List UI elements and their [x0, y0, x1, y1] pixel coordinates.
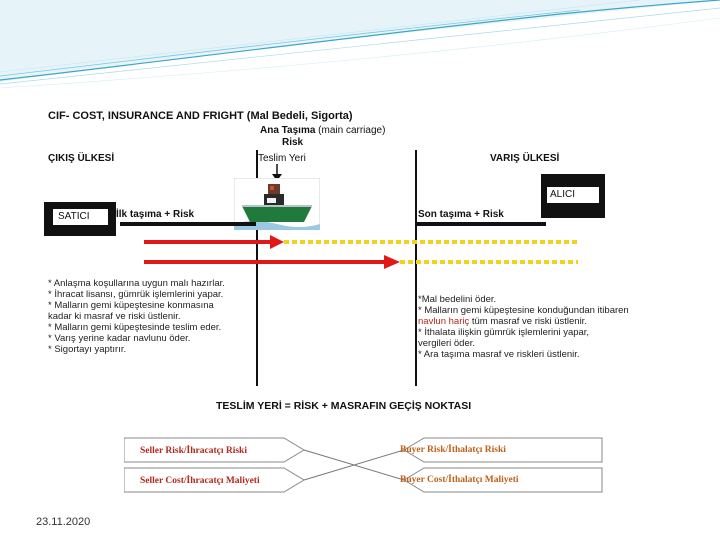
seller-duty: * Anlaşma koşullarına uygun malı hazırlar. — [48, 278, 225, 289]
seller-duty: * Sigortayı yaptırır. — [48, 344, 127, 355]
seller-risk-label: Seller Risk/İhracatçı Riski — [140, 446, 247, 456]
seller-box — [50, 206, 111, 228]
seller-duty: * Malların gemi küpeştesinde teslim eder. — [48, 322, 222, 333]
risk-arrow-head — [270, 235, 284, 249]
risk-label: Risk — [282, 137, 304, 148]
main-carriage-label: Ana Taşıma (main carriage) — [260, 125, 386, 136]
buyer-duty: * Malların gemi küpeştesine konduğundan itibaren — [418, 305, 629, 316]
cost-arrow-head — [384, 255, 400, 269]
buyer-cost-label: Buyer Cost/İthalatçı Maliyeti — [400, 475, 519, 485]
buyer-duties-list — [418, 294, 629, 360]
buyer-duty: * Ara taşıma masraf ve riskleri üstlenir. — [418, 349, 580, 360]
diagram-title: CIF- COST, INSURANCE AND FRIGHT (Mal Bedeli, Sigorta) — [48, 110, 353, 122]
seller-cost-label: Seller Cost/İhracatçı Maliyeti — [140, 476, 260, 486]
buyer-duty: vergileri öder. — [418, 338, 476, 349]
seller-duty: * Malların gemi küpeştesine konmasına — [48, 300, 214, 311]
buyer-box — [544, 184, 602, 206]
delivery-point-caption: TESLİM YERİ = RİSK + MASRAFIN GEÇİŞ NOKTASI — [216, 400, 472, 412]
last-transport-label: Son taşıma + Risk — [418, 209, 504, 220]
buyer-duty: navlun hariç tüm masraf ve riski üstlenir. — [418, 316, 587, 327]
buyer-duty: *Mal bedelini öder. — [418, 294, 497, 305]
export-country-label: ÇIKIŞ ÜLKESİ — [48, 153, 115, 164]
excluding-freight-highlight: navlun hariç — [418, 316, 470, 327]
flow-arrows — [144, 232, 584, 274]
seller-duty: * Varış yerine kadar navlunu öder. — [48, 333, 191, 344]
buyer-risk-label: Buyer Risk/İthalatçı Riski — [400, 445, 506, 455]
seller-duty: kadar ki masraf ve riski üstlenir. — [48, 311, 181, 322]
delivery-place-label: Teslim Yeri — [258, 153, 306, 164]
buyer-label: ALICI — [550, 189, 576, 200]
slide-date: 23.11.2020 — [36, 516, 91, 528]
seller-duties-list — [48, 278, 225, 355]
first-transport-label: İlk taşıma + Risk — [116, 209, 195, 220]
seller-duty: * İhracat lisansı, gümrük işlemlerini yapar. — [48, 289, 224, 300]
last-transport-bar — [416, 222, 546, 226]
cif-diagram — [44, 104, 674, 514]
header-wave-decoration — [0, 0, 720, 90]
first-transport-bar — [120, 222, 256, 226]
import-country-label: VARIŞ ÜLKESİ — [490, 153, 560, 164]
seller-label: SATICI — [58, 211, 90, 222]
buyer-duty: * İthalata ilişkin gümrük işlemlerini yapar, — [418, 327, 590, 338]
